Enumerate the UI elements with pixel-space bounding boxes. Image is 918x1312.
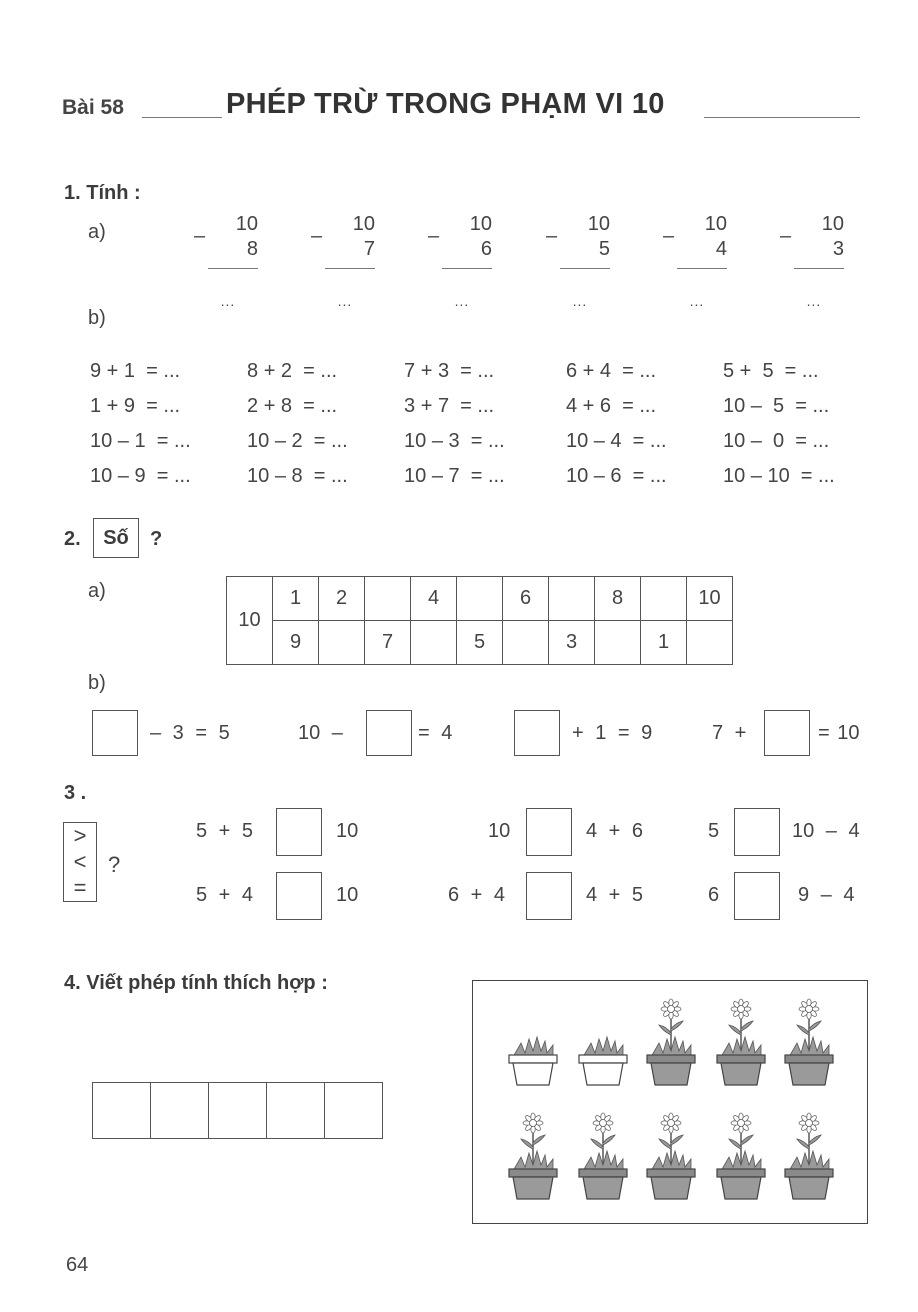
bottom-cell[interactable]: 7 — [365, 621, 411, 665]
bottom-cell[interactable]: 5 — [457, 621, 503, 665]
vertical-subtraction-2 — [311, 212, 375, 314]
subtrahend: 6 — [480, 238, 492, 260]
math-item: 10 – 3 = ... — [404, 430, 505, 452]
top-cell[interactable] — [641, 577, 687, 621]
comparison-signs-box — [63, 822, 97, 902]
math-item: 10 – 9 = ... — [90, 465, 191, 487]
compare-left: 5 + 5 — [196, 820, 254, 842]
math-item: 5 + 5 = ... — [722, 360, 819, 382]
flower-pot-with-flower — [711, 1109, 771, 1199]
top-cell[interactable] — [457, 577, 503, 621]
so-label: Số — [103, 526, 129, 549]
minuend: 10 — [587, 213, 610, 235]
exercise-1a-label: a) — [88, 221, 106, 243]
mental-math-grid — [90, 354, 880, 494]
minuend: 10 — [469, 213, 492, 235]
subtrahend: 8 — [246, 238, 258, 260]
exercise-2b-label: b) — [88, 672, 106, 694]
compare-box[interactable] — [734, 872, 780, 920]
compare-box[interactable] — [276, 872, 322, 920]
exercise-2a-label: a) — [88, 580, 106, 602]
math-item: 10 – 2 = ... — [247, 430, 348, 452]
compare-left: 6 — [708, 884, 720, 906]
math-item: 10 – 1 = ... — [90, 430, 191, 452]
exercise-2-question: ? — [150, 528, 163, 550]
math-item: 7 + 3 = ... — [404, 360, 495, 382]
less-than-sign: < — [73, 849, 87, 874]
minuend: 10 — [821, 213, 844, 235]
equation-text: + 1 = 9 — [572, 722, 653, 744]
flower-pot-with-flower — [503, 1109, 563, 1199]
result-line — [442, 268, 492, 269]
result-line — [794, 268, 844, 269]
top-cell[interactable]: 6 — [503, 577, 549, 621]
top-cell[interactable]: 4 — [411, 577, 457, 621]
bottom-cell[interactable] — [687, 621, 733, 665]
flower-pot-with-flower — [573, 1109, 633, 1199]
flower-pot-with-flower — [779, 995, 839, 1085]
bottom-cell[interactable]: 1 — [641, 621, 687, 665]
subtrahend: 3 — [832, 238, 844, 260]
math-item: 9 + 1 = ... — [90, 360, 181, 382]
equation-text: = 4 — [418, 722, 453, 744]
compare-right: 4 + 5 — [586, 884, 644, 906]
flower-pots-picture — [472, 980, 868, 1224]
so-box — [93, 518, 139, 558]
header-rule-left — [142, 117, 222, 118]
minus-sign: – — [663, 225, 675, 247]
answer-box[interactable] — [151, 1082, 209, 1139]
math-item: 2 + 8 = ... — [247, 395, 338, 417]
compare-right: 4 + 6 — [586, 820, 644, 842]
compare-right: 9 – 4 — [798, 884, 855, 906]
vertical-subtraction-1 — [194, 212, 258, 314]
vertical-subtraction-4 — [546, 212, 610, 314]
math-item: 10 – 8 = ... — [247, 465, 348, 487]
answer-box[interactable] — [764, 710, 810, 756]
compare-left: 5 — [708, 820, 720, 842]
minus-sign: – — [780, 225, 792, 247]
math-item: 10 – 6 = ... — [565, 465, 667, 487]
bottom-cell[interactable] — [595, 621, 641, 665]
subtrahend: 5 — [598, 238, 610, 260]
math-item: 10 – 7 = ... — [404, 465, 505, 487]
bottom-cell[interactable] — [503, 621, 549, 665]
subtrahend: 4 — [715, 238, 727, 260]
math-item: 6 + 4 = ... — [565, 360, 657, 382]
math-item: 10 – 0 = ... — [722, 430, 830, 452]
math-item: 10 – 5 = ... — [722, 395, 830, 417]
minus-sign: – — [311, 225, 323, 247]
answer-placeholder[interactable]: ... — [572, 293, 588, 309]
lesson-number: Bài 58 — [62, 96, 124, 119]
bottom-cell[interactable]: 9 — [273, 621, 319, 665]
compare-right: 10 — [336, 884, 359, 906]
math-item: 8 + 2 = ... — [247, 360, 338, 382]
equation-text: – 3 = 5 — [150, 722, 230, 744]
compare-left: 6 + 4 — [448, 884, 506, 906]
minus-sign: – — [194, 225, 206, 247]
exercise-3-question: ? — [108, 852, 121, 877]
result-line — [677, 268, 727, 269]
flower-pot-with-flower — [641, 995, 701, 1085]
answer-box[interactable] — [366, 710, 412, 756]
equals-sign: = — [73, 875, 87, 900]
math-item: 1 + 9 = ... — [90, 395, 181, 417]
math-item: 4 + 6 = ... — [565, 395, 657, 417]
exercise-1-title: 1. Tính : — [64, 182, 141, 204]
compare-box[interactable] — [526, 808, 572, 856]
answer-placeholder[interactable]: ... — [220, 293, 236, 309]
compare-right: 10 – 4 — [792, 820, 860, 842]
answer-placeholder[interactable]: ... — [337, 293, 353, 309]
bottom-cell[interactable] — [319, 621, 365, 665]
answer-placeholder[interactable]: ... — [454, 293, 470, 309]
vertical-subtraction-6 — [780, 212, 844, 314]
top-cell[interactable]: 10 — [687, 577, 733, 621]
answer-box[interactable] — [325, 1082, 383, 1139]
top-cell[interactable] — [549, 577, 595, 621]
greater-than-sign: > — [73, 823, 87, 848]
math-row — [90, 389, 880, 424]
header-rule-right — [704, 117, 860, 118]
minuend: 10 — [704, 213, 727, 235]
flower-pot-with-flower — [711, 995, 771, 1085]
answer-placeholder[interactable]: ... — [689, 293, 705, 309]
math-row — [90, 354, 880, 389]
vertical-subtraction-5 — [663, 212, 727, 314]
top-cell[interactable] — [365, 577, 411, 621]
answer-box[interactable] — [514, 710, 560, 756]
compare-left: 10 — [488, 820, 511, 842]
top-cell[interactable]: 2 — [319, 577, 365, 621]
empty-flower-pot — [573, 995, 633, 1085]
compare-right: 10 — [336, 820, 359, 842]
answer-placeholder[interactable]: ... — [806, 293, 822, 309]
empty-flower-pot — [503, 995, 563, 1085]
result-line — [560, 268, 610, 269]
subtrahend: 7 — [363, 238, 375, 260]
top-cell[interactable]: 8 — [595, 577, 641, 621]
minus-sign: – — [546, 225, 558, 247]
result-line — [325, 268, 375, 269]
answer-box[interactable] — [92, 1082, 151, 1139]
compare-box[interactable] — [734, 808, 780, 856]
bottom-cell[interactable]: 3 — [549, 621, 595, 665]
answer-box[interactable] — [267, 1082, 325, 1139]
compare-box[interactable] — [276, 808, 322, 856]
page-title: PHÉP TRỪ TRONG PHẠM VI 10 — [226, 88, 665, 120]
math-item: 10 – 10 = ... — [722, 465, 835, 487]
vertical-subtraction-3 — [428, 212, 492, 314]
equation-text: 7 + — [712, 722, 747, 744]
exercise-1b-label: b) — [88, 307, 106, 329]
answer-box[interactable] — [92, 710, 138, 756]
minus-sign: – — [428, 225, 440, 247]
math-row — [90, 424, 880, 459]
answer-boxes-row — [92, 1082, 383, 1139]
minuend: 10 — [235, 213, 258, 235]
equation-text: 10 – — [298, 722, 343, 744]
exercise-2-number: 2. — [64, 528, 81, 550]
page-number: 64 — [66, 1254, 89, 1276]
math-item: 3 + 7 = ... — [404, 395, 495, 417]
compare-box[interactable] — [526, 872, 572, 920]
math-row — [90, 459, 880, 494]
result-line — [208, 268, 258, 269]
top-cell[interactable]: 1 — [273, 577, 319, 621]
exercise-3-number: 3 . — [64, 782, 87, 804]
total-cell: 10 — [227, 577, 273, 665]
compare-left: 5 + 4 — [196, 884, 254, 906]
number-bond-table — [226, 576, 733, 665]
flower-pot-with-flower — [779, 1109, 839, 1199]
exercise-4-title: 4. Viết phép tính thích hợp : — [64, 972, 328, 994]
minuend: 10 — [352, 213, 375, 235]
math-item: 10 – 4 = ... — [565, 430, 667, 452]
equation-text: = 10 — [818, 722, 860, 744]
answer-box[interactable] — [209, 1082, 267, 1139]
flower-pot-with-flower — [641, 1109, 701, 1199]
bottom-cell[interactable] — [411, 621, 457, 665]
